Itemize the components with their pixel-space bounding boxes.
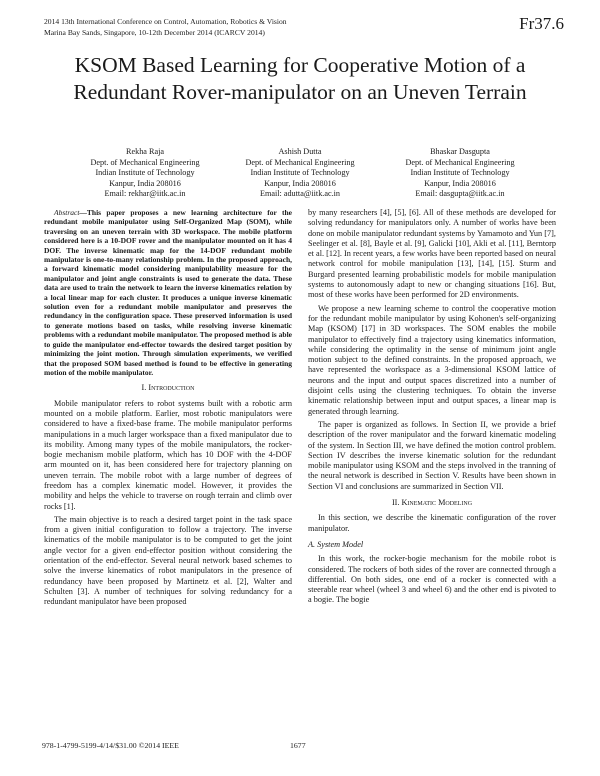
author-city: Kanpur, India 208016 bbox=[424, 178, 496, 188]
paragraph: In this section, we describe the kinematic configuration of the rover manipulator. bbox=[308, 513, 556, 533]
page-number: 1677 bbox=[290, 741, 306, 750]
abstract bbox=[44, 208, 292, 377]
author-dept: Dept. of Mechanical Engineering bbox=[245, 157, 355, 167]
paragraph: In this work, the rocker-bogie mechanism for the mobile robot is considered. The rockers of both sides of the rover are connected through a differential. On both sides, one end of a rocker is connected with a steerable rear wheel (wheel 3 and wheel 6) and the other end is pivoted to a bogie. The bogie bbox=[308, 554, 556, 605]
author-email[interactable]: Email: rekhar@iitk.ac.in bbox=[104, 189, 186, 199]
author-institute: Indian Institute of Technology bbox=[410, 168, 510, 178]
author-dept: Dept. of Mechanical Engineering bbox=[405, 157, 515, 167]
paragraph: We propose a new learning scheme to control the cooperative motion for the redundant mobile manipulator by using Kohonen's self-organizing Map (KSOM) [17] in 3D workspaces. The SOM enables the mobile manipulator to effectively find a trajectory using kinematics information, while considering the optimality in the sense of minimum joint angle motion subject to the defined constraints. In the proposed approach, we have represented the workspace as a 3-dimensional KSOM lattice of neurons and the input and output spaces discretized into a number of disjoint cells using the clustering techniques. To obtain the inverse kinematic relationship between input and output spaces, a linear map is generated through learning. bbox=[308, 303, 556, 416]
author-block-3 bbox=[365, 147, 555, 200]
paragraph: The paper is organized as follows. In Section II, we provide a brief description of the rover manipulator and the forward kinematic modeling of the system. In Section III, we have defined the motion control problem. Section IV describes the inverse kinematic solution for the redundant mobile manipulator using KSOM and the steps involved in the tranning of the neural network is described in Section V. Results have been shown in Section VI and conclusions are summarized in Section VII. bbox=[308, 419, 556, 491]
author-name: Ashish Dutta bbox=[278, 147, 322, 156]
author-email[interactable]: Email: dasgupta@iitk.ac.in bbox=[415, 189, 505, 199]
conference-header bbox=[44, 16, 287, 38]
footer-isbn: 978-1-4799-5199-4/14/$31.00 ©2014 IEEE bbox=[42, 741, 179, 750]
author-name: Bhaskar Dasgupta bbox=[430, 147, 490, 156]
subsection-heading-system-model: A. System Model bbox=[308, 539, 364, 549]
section-heading-introduction: I. Introduction bbox=[141, 383, 195, 393]
author-institute: Indian Institute of Technology bbox=[250, 168, 350, 178]
abstract-text: —This paper proposes a new learning architecture for the redundant mobile manipulator using Self-Organized Map (SOM), while traversing on an uneven terrain with 3D workspace. The mobile platform considered here is a 10-DOF rover and the manipulator mounted on it has 4 DOF. The inverse kinematic map for the 14-DOF redundant mobile manipulator is one-to-many relationship problem. In the proposed approach, a forward kinematic model considering manipulability measure for the manipulator and joint angle constraints is used to generate the data. These data are used to train the network to learn the inverse kinematics relation by a local linear map for each cluster. It produces a unique inverse kinematic solution even for a redundant mobile manipulator and preserves the redundancy in the configuration space. These preserved information is used to generate motions based on tasks, while resolving inverse kinematic problems with a redundant mobile manipulator. The proposed method is able to guide the manipulator end-effector towards the desired target position by minimizing the joint motion. Through simulation experiments, we verified that the proposed SOM based method is found to be effective in generating motion of the mobile manipulator. bbox=[44, 208, 292, 377]
title-line-2: Redundant Rover-manipulator on an Uneven Terrain bbox=[73, 80, 527, 104]
abstract-label: Abstract bbox=[54, 208, 80, 217]
section-heading-kinematic-modeling: II. Kinematic Modeling bbox=[391, 498, 473, 508]
paper-code: Fr37.6 bbox=[519, 14, 564, 33]
author-city: Kanpur, India 208016 bbox=[109, 178, 181, 188]
title-line-1: KSOM Based Learning for Cooperative Motion of a bbox=[74, 53, 526, 77]
paragraph: Mobile manipulator refers to robot systems built with a robotic arm mounted on a mobile platform. Earlier, most robotic manipulators were considered to have a fixed-base frame. The mobile manipulator performs manipulations in a much larger workspace than a fixed manipulator due to its mobility. Among many types of the mobile manipulators, the rocker-bogie mechanism mobile platform, which has 10 DOF with the 4-DOF arm mounted on it, has been considered here for trajectory planning on uneven terrain. The mobile robot with a large number of degrees of freedom has a complex kinematic model. However, it provides the mobility and helps the vehicle to traverse on rough terrain and climb over rocks [1]. bbox=[44, 398, 292, 511]
conference-line-2: Marina Bay Sands, Singapore, 10-12th December 2014 (ICARCV 2014) bbox=[44, 28, 265, 37]
conference-line-1: 2014 13th International Conference on Control, Automation, Robotics & Vision bbox=[44, 17, 287, 26]
paragraph: by many researchers [4], [5], [6]. All of these methods are developed for solving redundancy for manipulators only. A number of works have been done on mobile manipulator redundant systems by Yamamoto and Yun [7], Seelinger et al. [8], Bayle et al. [9], Galicki [10], Akli et al. [11], Berntorp et al. [12]. In recent years, a few works have been reported based on neural network control for mobile manipulation [13], [14], [15]. Sturm and Burgard presented learning probabilistic models for mobile manipulation systems to autonomously adapt to new or changing situations [16]. But, most of these works have been performed for 2D environments. bbox=[308, 208, 556, 300]
paragraph: The main objective is to reach a desired target point in the task space from a given initial configuration to follow a trajectory. The inverse kinematics of the mobile manipulator is to be computed to get the joint angle vector for a given end-effector position without considering the orientation of the end-effector. Several neural network based schemes to solve the inverse kinematics of robot manipulators in the presence of redundancy have been proposed by Martinetz et al. [2], Walter and Schulten [3]. A number of techniques for solving redundancy for a redundant manipulator have been proposed bbox=[44, 514, 292, 607]
right-column bbox=[308, 208, 556, 609]
author-dept: Dept. of Mechanical Engineering bbox=[90, 157, 200, 167]
paper-title bbox=[0, 52, 600, 106]
left-column bbox=[44, 208, 292, 611]
author-city: Kanpur, India 208016 bbox=[264, 178, 336, 188]
author-email[interactable]: Email: adutta@iitk.ac.in bbox=[259, 189, 341, 199]
author-institute: Indian Institute of Technology bbox=[95, 168, 195, 178]
author-name: Rekha Raja bbox=[126, 147, 164, 156]
